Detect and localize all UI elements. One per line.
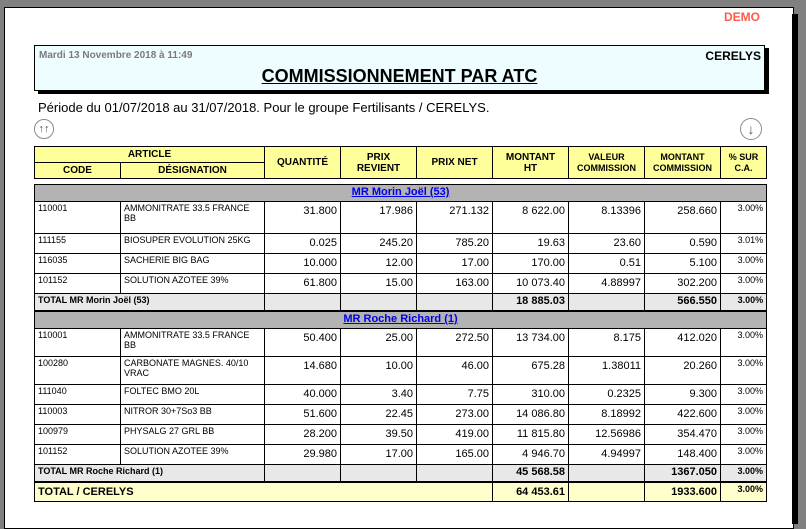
report-header <box>34 45 765 91</box>
column-header-table <box>34 146 767 179</box>
cell-montant-commission: 9.300 <box>645 385 721 405</box>
cell-valeur-commission: 4.88997 <box>569 274 645 294</box>
cell-prix-net: 272.50 <box>417 329 493 357</box>
cell-prix-revient: 15.00 <box>341 274 417 294</box>
col-code: CODE <box>35 163 121 179</box>
col-montant-ht: MONTANT HT <box>493 147 569 179</box>
cell-prix-net: 785.20 <box>417 234 493 254</box>
group-table-roche <box>34 311 767 482</box>
col-pct-ca: % SUR C.A. <box>721 147 767 179</box>
cell-designation: AMMONITRATE 33.5 FRANCE BB <box>121 202 265 234</box>
cell-montant-commission: 354.470 <box>645 425 721 445</box>
cell-prix-net: 7.75 <box>417 385 493 405</box>
group-total-label: TOTAL MR Roche Richard (1) <box>35 465 265 482</box>
table-row <box>35 357 767 385</box>
cell-pct-ca: 3.00% <box>721 385 767 405</box>
cell-prix-net: 271.132 <box>417 202 493 234</box>
cell-valeur-commission: 23.60 <box>569 234 645 254</box>
cell-prix-net: 273.00 <box>417 405 493 425</box>
cell-code: 101152 <box>35 274 121 294</box>
cell-code: 100280 <box>35 357 121 385</box>
cell-montant-ht: 19.63 <box>493 234 569 254</box>
cell-designation: CARBONATE MAGNES. 40/10 VRAC <box>121 357 265 385</box>
group-total-pct-ca: 3.00% <box>721 465 767 482</box>
cell-quantite: 50.400 <box>265 329 341 357</box>
cell-pct-ca: 3.00% <box>721 357 767 385</box>
report-title: COMMISSIONNEMENT PAR ATC <box>261 66 538 86</box>
table-row <box>35 425 767 445</box>
cell-montant-ht: 14 086.80 <box>493 405 569 425</box>
cell-pct-ca: 3.00% <box>721 202 767 234</box>
cell-prix-revient: 245.20 <box>341 234 417 254</box>
cell-quantite: 10.000 <box>265 254 341 274</box>
cell-pct-ca: 3.00% <box>721 425 767 445</box>
grand-total-montant-commission: 1933.600 <box>645 483 721 502</box>
table-row <box>35 445 767 465</box>
cell-montant-commission: 302.200 <box>645 274 721 294</box>
col-valeur-commission: VALEUR COMMISSION <box>569 147 645 179</box>
grand-total-pct-ca: 3.00% <box>721 483 767 502</box>
group-link-roche[interactable]: MR Roche Richard (1) <box>343 313 458 325</box>
cell-montant-ht: 4 946.70 <box>493 445 569 465</box>
report-date: Mardi 13 Novembre 2018 à 11:49 <box>39 50 193 61</box>
cell-designation: NITROR 30+7So3 BB <box>121 405 265 425</box>
cell-prix-revient: 17.00 <box>341 445 417 465</box>
demo-watermark: DEMO <box>724 10 760 24</box>
cell-valeur-commission: 0.51 <box>569 254 645 274</box>
table-row <box>35 202 767 234</box>
cell-designation: PHYSALG 27 GRL BB <box>121 425 265 445</box>
cell-prix-revient: 12.00 <box>341 254 417 274</box>
cell-montant-ht: 11 815.80 <box>493 425 569 445</box>
cell-quantite: 14.680 <box>265 357 341 385</box>
cell-montant-commission: 5.100 <box>645 254 721 274</box>
table-row <box>35 254 767 274</box>
cell-designation: SOLUTION AZOTEE 39% <box>121 274 265 294</box>
group-table-morin <box>34 184 767 311</box>
cell-montant-commission: 258.660 <box>645 202 721 234</box>
cell-montant-ht: 10 073.40 <box>493 274 569 294</box>
cell-quantite: 61.800 <box>265 274 341 294</box>
cell-code: 101152 <box>35 445 121 465</box>
col-prix-revient: PRIX REVIENT <box>341 147 417 179</box>
cell-montant-commission: 0.590 <box>645 234 721 254</box>
col-prix-net: PRIX NET <box>417 147 493 179</box>
cell-prix-revient: 17.986 <box>341 202 417 234</box>
page-shadow <box>792 14 798 524</box>
col-article: ARTICLE <box>35 147 265 163</box>
group-total-row <box>35 465 767 482</box>
cell-prix-revient: 25.00 <box>341 329 417 357</box>
cell-prix-net: 419.00 <box>417 425 493 445</box>
cell-designation: FOLTEC BMO 20L <box>121 385 265 405</box>
cell-prix-revient: 39.50 <box>341 425 417 445</box>
group-total-label: TOTAL MR Morin Joël (53) <box>35 294 265 311</box>
cell-prix-net: 163.00 <box>417 274 493 294</box>
group-link-morin[interactable]: MR Morin Joël (53) <box>351 186 450 198</box>
cell-prix-revient: 22.45 <box>341 405 417 425</box>
double-up-arrow-icon[interactable]: ↑↑ <box>34 119 54 139</box>
cell-montant-ht: 13 734.00 <box>493 329 569 357</box>
cell-pct-ca: 3.01% <box>721 234 767 254</box>
cell-code: 100979 <box>35 425 121 445</box>
cell-quantite: 0.025 <box>265 234 341 254</box>
cell-quantite: 51.600 <box>265 405 341 425</box>
cell-pct-ca: 3.00% <box>721 405 767 425</box>
cell-montant-ht: 170.00 <box>493 254 569 274</box>
cell-designation: SOLUTION AZOTEE 39% <box>121 445 265 465</box>
company-name: CERELYS <box>705 49 761 63</box>
cell-quantite: 28.200 <box>265 425 341 445</box>
cell-prix-net: 165.00 <box>417 445 493 465</box>
cell-valeur-commission: 1.38011 <box>569 357 645 385</box>
cell-quantite: 29.980 <box>265 445 341 465</box>
period-description: Période du 01/07/2018 au 31/07/2018. Pour le groupe Fertilisants / CERELYS. <box>38 100 490 115</box>
cell-pct-ca: 3.00% <box>721 329 767 357</box>
cell-code: 110001 <box>35 202 121 234</box>
group-total-montant-ht: 18 885.03 <box>493 294 569 311</box>
cell-prix-net: 46.00 <box>417 357 493 385</box>
cell-montant-commission: 148.400 <box>645 445 721 465</box>
col-quantite: QUANTITÉ <box>265 147 341 179</box>
cell-code: 110003 <box>35 405 121 425</box>
table-row <box>35 234 767 254</box>
cell-code: 116035 <box>35 254 121 274</box>
down-arrow-icon[interactable]: ↓ <box>740 118 762 140</box>
grand-total-montant-ht: 64 453.61 <box>493 483 569 502</box>
cell-designation: AMMONITRATE 33.5 FRANCE BB <box>121 329 265 357</box>
cell-prix-revient: 10.00 <box>341 357 417 385</box>
table-row <box>35 329 767 357</box>
table-row <box>35 405 767 425</box>
cell-montant-ht: 310.00 <box>493 385 569 405</box>
cell-montant-commission: 20.260 <box>645 357 721 385</box>
group-total-pct-ca: 3.00% <box>721 294 767 311</box>
cell-code: 111040 <box>35 385 121 405</box>
cell-pct-ca: 3.00% <box>721 445 767 465</box>
cell-pct-ca: 3.00% <box>721 274 767 294</box>
table-row <box>35 385 767 405</box>
grand-total-table <box>34 482 767 502</box>
cell-quantite: 31.800 <box>265 202 341 234</box>
cell-designation: SACHERIE BIG BAG <box>121 254 265 274</box>
cell-designation: BIOSUPER EVOLUTION 25KG <box>121 234 265 254</box>
cell-valeur-commission: 4.94997 <box>569 445 645 465</box>
grand-total-label: TOTAL / CERELYS <box>35 483 493 502</box>
group-total-row <box>35 294 767 311</box>
cell-valeur-commission: 0.2325 <box>569 385 645 405</box>
grand-total-row <box>35 483 767 502</box>
cell-valeur-commission: 8.18992 <box>569 405 645 425</box>
cell-pct-ca: 3.00% <box>721 254 767 274</box>
cell-prix-revient: 3.40 <box>341 385 417 405</box>
cell-montant-ht: 8 622.00 <box>493 202 569 234</box>
cell-code: 111155 <box>35 234 121 254</box>
cell-montant-commission: 412.020 <box>645 329 721 357</box>
col-montant-commission: MONTANT COMMISSION <box>645 147 721 179</box>
group-total-montant-commission: 566.550 <box>645 294 721 311</box>
cell-valeur-commission: 8.13396 <box>569 202 645 234</box>
group-total-montant-ht: 45 568.58 <box>493 465 569 482</box>
cell-code: 110001 <box>35 329 121 357</box>
cell-prix-net: 17.00 <box>417 254 493 274</box>
col-designation: DÉSIGNATION <box>121 163 265 179</box>
table-row <box>35 274 767 294</box>
cell-quantite: 40.000 <box>265 385 341 405</box>
cell-valeur-commission: 8.175 <box>569 329 645 357</box>
cell-valeur-commission: 12.56986 <box>569 425 645 445</box>
cell-montant-commission: 422.600 <box>645 405 721 425</box>
group-total-montant-commission: 1367.050 <box>645 465 721 482</box>
cell-montant-ht: 675.28 <box>493 357 569 385</box>
